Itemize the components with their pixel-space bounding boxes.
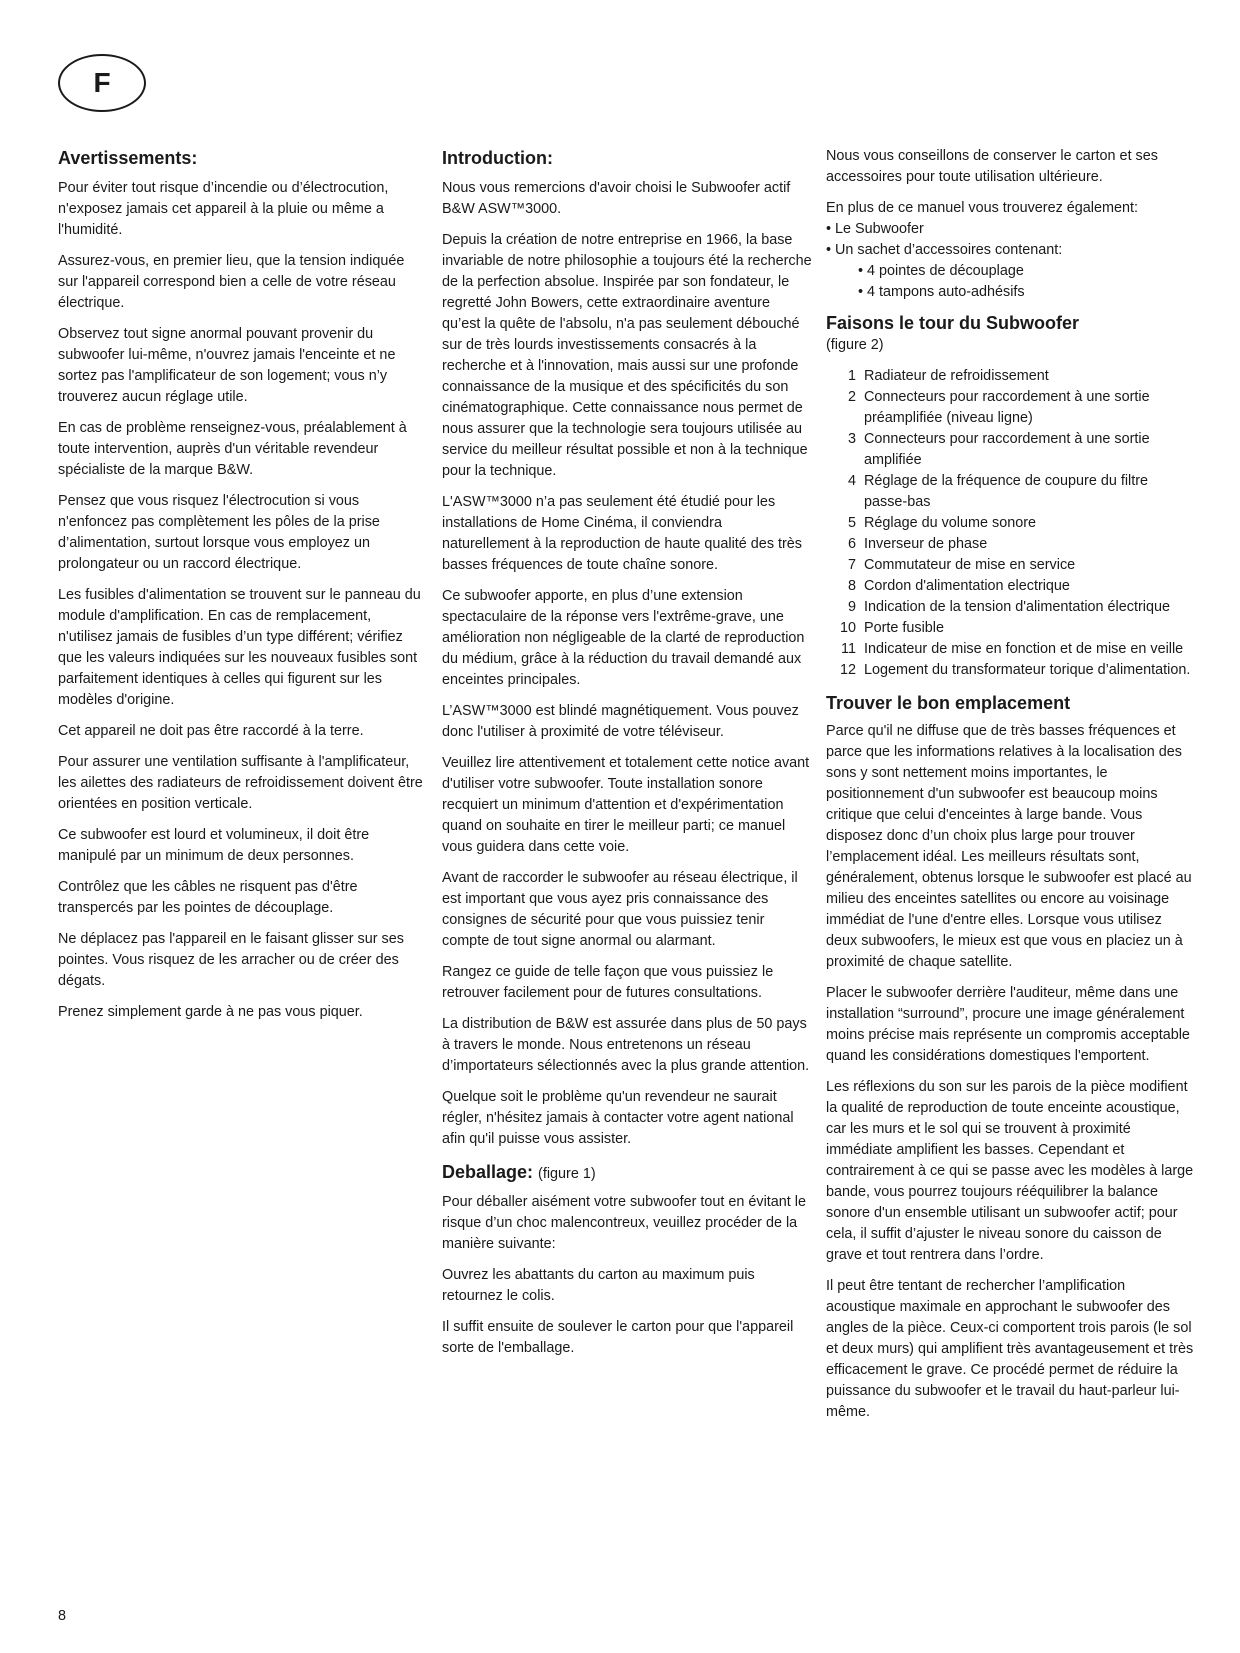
paragraph: Veuillez lire attentivement et totalement cette notice avant d'utiliser votre subwoofer. Toute installation sonore recquiert un minimum d'attention et d'expérimentation quand on souhaite en tirer le meilleur parti; ce manuel vous guidera dans cette voie. — [442, 755, 810, 855]
paragraph: Depuis la création de notre entreprise en 1966, la base invariable de notre philosophie a toujours été la recherche de la perfection absolue. Inspirée par son fondateur, le regretté John Bowers, cette extraordinaire aventure qu’est la quête de l'absolu, n'a pas seulement débouché sur de très lourds investissements consacrés à la recherche et à l'innovation, mais aussi sur une profonde connaissance de la musique et des spécificités du son cinématographique. Cette connaissance nous permet de nous assurer que la technologie sera toujours utilisée au service du meilleur résultat possible et non à la technique pour la technique. — [442, 232, 812, 479]
paragraph: Contrôlez que les câbles ne risquent pas d'être transpercés par les pointes de découplage. — [58, 879, 358, 916]
warnings-heading: Avertissements: — [58, 148, 198, 168]
figure-reference: (figure 2) — [826, 337, 884, 353]
paragraph: Pensez que vous risquez l'électrocution si vous n'enfoncez pas complètement les pôles de la prise d’alimentation, surtout lorsque vous employez un prolongateur ou un raccord électrique. — [58, 493, 380, 572]
unpacking-title: Deballage: — [442, 1162, 534, 1182]
paragraph: Il peut être tentant de rechercher l’amplification acoustique maximale en approchant le subwoofer des angles de la pièce. Ceux-ci comportent trois parois (le sol et deux murs) qui amplifient très avantageusement et très efficacement le grave. Ce procédé permet de réduire la puissance du subwoofer et le travail du haut-parleur lui-même. — [826, 1278, 1194, 1420]
paragraph: Ce subwoofer apporte, en plus d’une extension spectaculaire de la réponse vers l'extrême-grave, une amélioration non négligeable de la clarté de reproduction du médium, grâce à la réduction du travail demandé aux enceintes principales. — [442, 588, 805, 688]
paragraph: Rangez ce guide de telle façon que vous puissiez le retrouver facilement pour de futures consultations. — [442, 964, 774, 1001]
paragraph: L'ASW™3000 n’a pas seulement été étudié pour les installations de Home Cinéma, il conviendra naturellement à la reproduction de haute qualité des très basses fréquences de toute chaîne sonore. — [442, 494, 802, 573]
page-number: 8 — [58, 1608, 67, 1624]
paragraph: Il suffit ensuite de soulever le carton pour que l'appareil sorte de l'emballage. — [442, 1319, 794, 1356]
paragraph: Pour assurer une ventilation suffisante à l'amplificateur, les ailettes des radiateurs de refroidissement doivent être orientées en position verticale. — [58, 754, 423, 812]
list-item: 11 Indicateur de mise en fonction et de mise en veille — [841, 641, 1184, 657]
placement-heading: Trouver le bon emplacement — [826, 693, 1071, 713]
paragraph: Placer le subwoofer derrière l'auditeur, même dans une installation “surround”, procure une image généralement moins précise mais représente un compromis acceptable quand les considérations domestiques l'emportent. — [826, 985, 1190, 1064]
language-badge: F — [58, 54, 146, 112]
paragraph: Les réflexions du son sur les parois de la pièce modifient la qualité de reproduction de toute enceinte acoustique, car les murs et le sol qui se trouvent à proximité immédiate amplifient les basses. Cependant et contrairement à ce qui se passe avec les modèles à large bande, vous pourrez toujours rééquilibrer la balance sonore d'un ensemble utilisant un subwoofer actif; pour cela, il suffit d’ajuster le niveau sonore du caisson de grave et tout rentrera dans l’ordre. — [826, 1079, 1194, 1263]
paragraph: Ne déplacez pas l'appareil en le faisant glisser sur ses pointes. Vous risquez de les arracher ou de créer des dégats. — [58, 931, 404, 989]
feature-list — [826, 366, 1194, 681]
paragraph: En cas de problème renseignez-vous, préalablement à toute intervention, auprès d'un véritable revendeur spécialiste de la marque B&W. — [58, 420, 407, 478]
paragraph: L’ASW™3000 est blindé magnétiquement. Vous pouvez donc l'utiliser à proximité de votre téléviseur. — [442, 703, 799, 740]
column-warnings — [58, 146, 426, 1033]
paragraph: Quelque soit le problème qu'un revendeur ne saurait régler, n'hésitez jamais à contacter votre agent national afin qu'il puisse vous assister. — [442, 1089, 794, 1147]
list-item: 6 Inverseur de phase — [847, 536, 988, 552]
list-item: 2 Connecteurs pour raccordement à une sortie préamplifiée (niveau ligne) — [847, 389, 1150, 426]
unpacking-heading — [442, 1160, 812, 1186]
list-item: • Un sachet d’accessoires contenant: — [826, 242, 1063, 258]
list-item: 5 Réglage du volume sonore — [847, 515, 1036, 531]
paragraph: Prenez simplement garde à ne pas vous piquer. — [58, 1004, 363, 1020]
paragraph: Avant de raccorder le subwoofer au réseau électrique, il est important que vous ayez pris connaissance des consignes de sécurité pour que vous puissiez tenir compte de tout signe anormal ou alarmant. — [442, 870, 798, 949]
list-item: 10 Porte fusible — [839, 620, 944, 636]
paragraph: En plus de ce manuel vous trouverez également: — [826, 200, 1138, 216]
list-item: 9 Indication de la tension d'alimentation électrique — [847, 599, 1170, 615]
list-item: 12 Logement du transformateur torique d’alimentation. — [839, 662, 1191, 678]
paragraph: Ouvrez les abattants du carton au maximum puis retournez le colis. — [442, 1267, 755, 1304]
paragraph: Les fusibles d'alimentation se trouvent sur le panneau du module d'amplification. En cas de remplacement, n'utilisez jamais de fusibles d’un type différent; vérifiez que les valeurs indiquées sur les nouveaux fusibles sont parfaitement identiques à celles qui figurent sur les modèles d'origine. — [58, 587, 421, 708]
column-tour — [826, 146, 1194, 1433]
paragraph: Cet appareil ne doit pas être raccordé à la terre. — [58, 723, 364, 739]
list-item: 1 Radiateur de refroidissement — [847, 368, 1049, 384]
list-item: • Le Subwoofer — [826, 221, 924, 237]
paragraph: Observez tout signe anormal pouvant provenir du subwoofer lui-même, n'ouvrez jamais l'enceinte et ne sortez pas l'amplificateur de son logement; vous n’y trouverez aucun réglage utile. — [58, 326, 396, 405]
paragraph: Nous vous remercions d'avoir choisi le Subwoofer actif B&W ASW™3000. — [442, 180, 791, 217]
paragraph: La distribution de B&W est assurée dans plus de 50 pays à travers le monde. Nous entretenons un réseau d’importateurs sélectionnés avec la plus grande attention. — [442, 1016, 810, 1074]
paragraph: Nous vous conseillons de conserver le carton et ses accessoires pour toute utilisation ultérieure. — [826, 148, 1158, 185]
paragraph: Pour éviter tout risque d’incendie ou d’électrocution, n'exposez jamais cet appareil à la pluie ou même a l'humidité. — [58, 180, 389, 238]
list-item: 7 Commutateur de mise en service — [847, 557, 1076, 573]
tour-heading: Faisons le tour du Subwoofer — [826, 313, 1080, 333]
list-item: • 4 tampons auto-adhésifs — [858, 284, 1025, 300]
list-item: 8 Cordon d'alimentation electrique — [847, 578, 1070, 594]
paragraph: Ce subwoofer est lourd et volumineux, il doit être manipulé par un minimum de deux personnes. — [58, 827, 370, 864]
paragraph: Pour déballer aisément votre subwoofer tout en évitant le risque d’un choc malencontreux, veuillez procéder de la manière suivante: — [442, 1194, 806, 1252]
paragraph: Assurez-vous, en premier lieu, que la tension indiquée sur l'appareil correspond bien a celle de votre réseau électrique. — [58, 253, 405, 311]
unpacking-figure-ref: (figure 1) — [538, 1166, 596, 1182]
list-item: • 4 pointes de découplage — [858, 263, 1024, 279]
column-introduction — [442, 146, 812, 1369]
list-item: 3 Connecteurs pour raccordement à une sortie amplifiée — [847, 431, 1150, 468]
accessories-list — [826, 261, 1194, 303]
introduction-heading: Introduction: — [442, 148, 553, 168]
contents-list — [826, 219, 1194, 261]
paragraph: Parce qu'il ne diffuse que de très basses fréquences et parce que les informations relatives à la localisation des sons y sont nettement moins importantes, le positionnement d'un subwoofer est beaucoup moins critique que celui d'enceintes à large bande. Vous disposez donc d’un choix plus large pour trouver l’emplacement idéal. Les meilleurs résultats sont, généralement, obtenus lorsque le subwoofer est placé au milieu des enceintes satellites ou encore au voisinage immédiat de l'une d'entre elles. Lorsque vous utilisez deux subwoofers, le mieux est que vous en placiez un à proximité de chaque satellite. — [826, 723, 1192, 970]
list-item: 4 Réglage de la fréquence de coupure du filtre passe-bas — [847, 473, 1149, 510]
